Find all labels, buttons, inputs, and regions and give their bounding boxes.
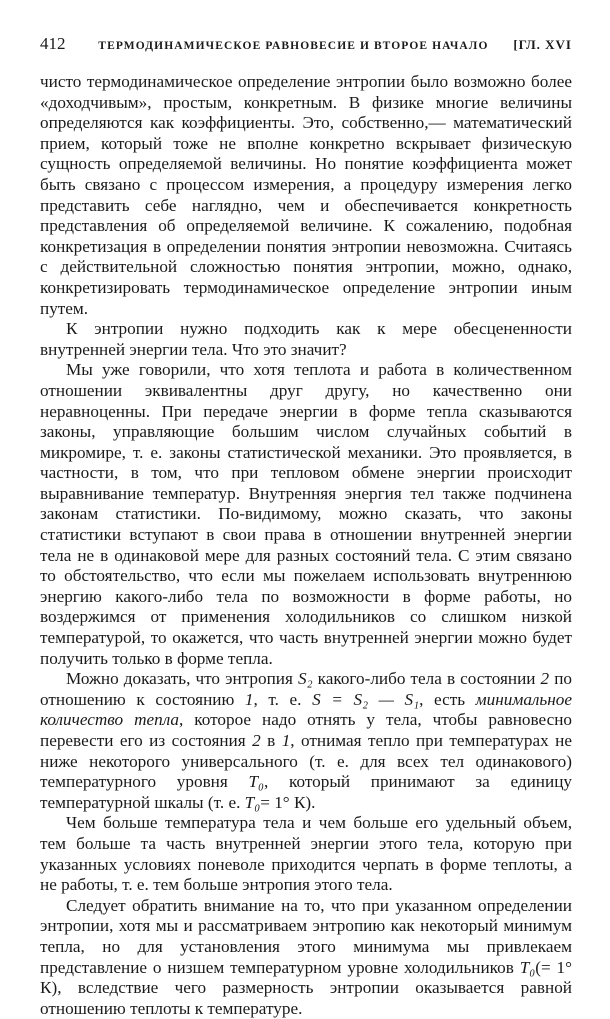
text-run: чисто термодинамическое определение энтропии было возможно более «доходчивым», простым, конкретным. В физике многие величины определяются как коэффициенты. Это, собственно,— математический прием, который тоже не вполне конкретно вскрывает физическую сущность определяемой величины. Но понятие коэффициента может быть связано с процессом измерения, а процедуру измерения легко представить себе наглядно, чем и обеспечивается конкретность представления об определяемой величине. К сожалению, подобная конкретизация в определении понятия энтропии невозможна. Считаясь с действительной сложностью понятия энтропии, можно, однако, конкретизировать термодинамическое определение энтропии иным путем. xyxy=(40,72,572,318)
paragraph xyxy=(40,319,572,360)
italic-text: T₀ xyxy=(248,772,265,792)
italic-text: 2 xyxy=(252,731,261,750)
text-run: , которое надо отнять у тела, чтобы равновесно перевести его из состояния xyxy=(40,710,572,750)
italic-text: T₀ xyxy=(519,957,536,977)
italic-text: 2 xyxy=(540,669,550,689)
text-run: в xyxy=(260,731,282,750)
page-number: 412 xyxy=(40,34,66,53)
text-run: по отношению к состоянию xyxy=(40,669,573,709)
italic-text: минимальное количество тепла xyxy=(40,689,572,730)
text-run: Мы уже говорили, что хотя теплота и работа в количественном отношении эквивалентны друг другу, но качественно они неравноценны. При передаче энергии в форме тепла сказываются законы, управляющие большим числом случайных событий в микромире, т. е. законы статистической механики. Это проявляется, в частности, в том, что при тепловом обмене энергии происходит выравнивание температур. Внутренняя энергия тел также подчинена законам статистики. По-видимому, можно сказать, что законы статистики вступают в свои права в отношении внутренней энергии тела не в одинаковой мере для разных состояний тела. С этим связано то обстоятельство, что если мы пожелаем использовать внутреннюю энергию какого-либо тела по возможности в форме работы, но воздержимся от применения холодильников со слишком низкой температурой, то окажется, что часть внутренней энергии можно будет получить только в форме тепла. xyxy=(40,360,572,668)
running-title: ТЕРМОДИНАМИЧЕСКОЕ РАВНОВЕСИЕ И ВТОРОЕ НАЧАЛО xyxy=(98,40,489,52)
chapter-reference: [ГЛ. XVI xyxy=(513,37,572,52)
italic-text: S₂ xyxy=(297,669,313,689)
text-run: Следует обратить внимание на то, что при указанном определении энтропии, хотя мы и рассматриваем энтропию как некоторый минимум тепла, но для установления этого минимума мы привлекаем представление о низшем температурном уровне холодильников xyxy=(40,895,572,977)
text-run: , который принимают за единицу температурной шкалы (т. е. xyxy=(40,772,572,812)
italic-text: S = S₂ — S₁ xyxy=(312,689,420,709)
text-run: , т. е. xyxy=(253,689,313,709)
text-run: Чем больше температура тела и чем больше его удельный объем, тем больше та часть внутренней энергии этого тела, которую при указанных условиях поневоле приходится черпать в форме теплоты, а не работы, т. е. тем больше энтропия этого тела. xyxy=(40,813,572,895)
paragraph xyxy=(40,72,572,319)
paragraph xyxy=(40,813,572,895)
text-run: (= 1° К), вследствие чего размерность энтропии оказывается равной отношению теплоты к температуре. xyxy=(40,957,572,1018)
text-run: = 1° К). xyxy=(260,792,316,812)
paragraph xyxy=(40,360,572,669)
text-run: , есть xyxy=(419,689,476,709)
italic-text: 1 xyxy=(281,731,291,750)
text-run: К энтропии нужно подходить как к мере обесцененности внутренней энергии тела. Что это значит? xyxy=(40,319,572,359)
italic-text: 1 xyxy=(244,689,254,709)
paragraph xyxy=(40,669,572,813)
running-head xyxy=(40,34,572,58)
body-text xyxy=(40,72,572,1019)
text-run: , отнимая тепло при температурах не ниже некоторого универсального (т. е. для всех тел одинакового) температурного уровня xyxy=(40,731,572,792)
italic-text: T₀ xyxy=(244,792,261,812)
paragraph xyxy=(40,896,572,1019)
text-run: какого-либо тела в состоянии xyxy=(312,669,541,689)
text-run: Можно доказать, что энтропия xyxy=(66,669,298,689)
